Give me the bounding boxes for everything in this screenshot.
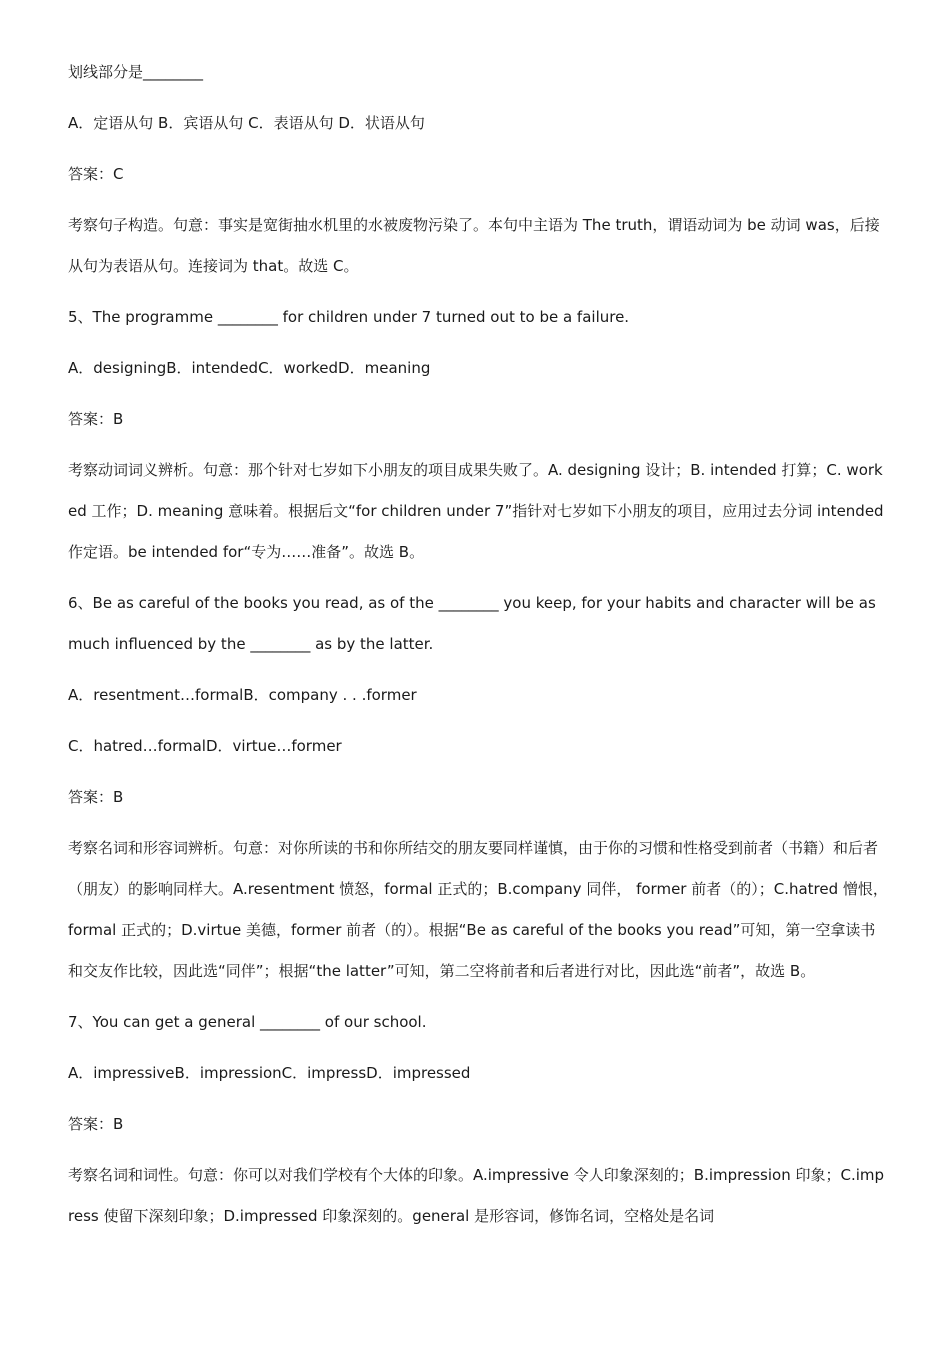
question-4-explanation: 考察句子构造。句意：事实是宽街抽水机里的水被废物污染了。本句中主语为 The truth，谓语动词为 be 动词 was，后接从句为表语从句。连接词为 that。故选 C。: [68, 216, 880, 275]
question-6-explanation: 考察名词和形容词辨析。句意：对你所读的书和你所结交的朋友要同样谨慎，由于你的习惯和性格受到前者（书籍）和后者（朋友）的影响同样大。A.resentment 愤怒，formal 正式的；B.company 同伴， former 前者（的）；C.hatred 憎恨，formal 正式的；D.virtue 美德，former 前者（的）。根据“Be as careful of the books you read”可知，第一空拿读书和交友作比较，因此选“同伴”；根据“the latter”可知，第二空将前者和后者进行对比，因此选“前者”，故选 B。: [68, 839, 888, 980]
question-6-options-cd: C．hatred…formalD．virtue…former: [68, 737, 342, 755]
question-5-answer: 答案：B: [68, 410, 124, 428]
question-5-options: A．designingB．intendedC．workedD．meaning: [68, 359, 431, 377]
question-6-answer: 答案：B: [68, 788, 124, 806]
document-page: [68, 52, 888, 1247]
question-4-options: A．定语从句 B．宾语从句 C．表语从句 D．状语从句: [68, 114, 425, 132]
question-5-stem: 5、The programme ________ for children under 7 turned out to be a failure.: [68, 308, 630, 326]
question-7-answer: 答案：B: [68, 1115, 124, 1133]
question-7-stem: 7、You can get a general ________ of our school.: [68, 1013, 427, 1031]
question-5-explanation: 考察动词词义辨析。句意：那个针对七岁如下小朋友的项目成果失败了。A. designing 设计；B. intended 打算；C. worked 工作；D. meaning 意味着。根据后文“for children under 7”指针对七岁如下小朋友的项目，应用过去分词 intended 作定语。be intended for“专为……准备”。故选 B。: [68, 461, 884, 561]
question-stem-tail: 划线部分是________: [68, 63, 204, 81]
question-6-options-ab: A．resentment…formalB．company . . .former: [68, 686, 417, 704]
question-4-answer: 答案：C: [68, 165, 124, 183]
question-7-options: A．impressiveB．impressionC．impressD．impressed: [68, 1064, 471, 1082]
question-6-stem: 6、Be as careful of the books you read, as of the ________ you keep, for your habits and character will be as much influenced by the ________ as by the latter.: [68, 594, 876, 653]
question-7-explanation: 考察名词和词性。句意：你可以对我们学校有个大体的印象。A.impressive 令人印象深刻的；B.impression 印象；C.impress 使留下深刻印象；D.impressed 印象深刻的。general 是形容词，修饰名词，空格处是名词: [68, 1166, 885, 1225]
